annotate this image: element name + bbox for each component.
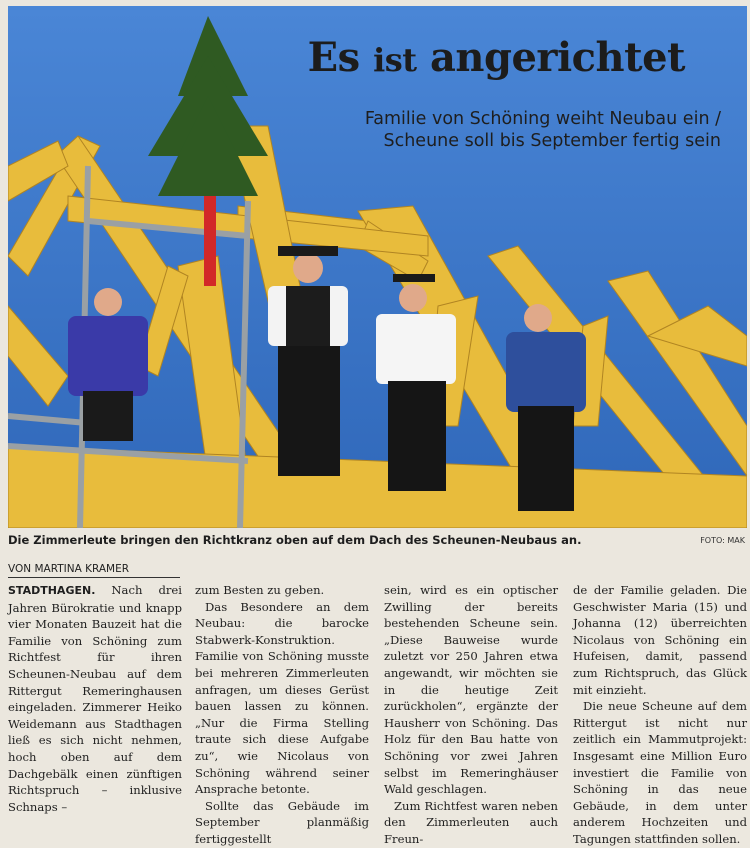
paragraph: sein, wird es ein optischer Zwilling der bereits bestehenden Scheune sein. „Diese Bauweise wurde zuletzt vor 250 Jahren etwa angewandt, wir möchten sie in die heutige Zeit zurückholen“, ergänzte der Hausherr von Schöning. Das Holz für den Bau hatte von Schöning vor zwei Jahren selbst im Remeringhäuser Wald geschlagen.	[384, 583, 558, 797]
photo-caption: Die Zimmerleute bringen den Richtkranz oben auf dem Dach des Scheunen-Neubaus an.	[8, 533, 582, 547]
paragraph: Nach drei Jahren Bürokratie und knapp vier Monaten Bauzeit hat die Familie von Schöning zum Richtfest für ihren Scheunen-Neubau auf dem Rittergut Remeringhausen eingeladen. Zimmerer Heiko Weidemann aus Stadthagen ließ es sich nicht nehmen, hoch oben auf dem Dachgebälk einen zünftigen Richtspruch – inklusive Schnaps –	[8, 583, 182, 814]
photo-illustration	[8, 6, 747, 528]
article-photo	[8, 6, 747, 528]
photo-caption-row	[8, 531, 747, 551]
paragraph: de der Familie geladen. Die Geschwister Maria (15) und Johanna (12) überreichten Nicolaus von Schöning ein Hufeisen, damit, passend zum Richtspruch, das Glück mit einzieht.	[573, 583, 747, 697]
article-column-3	[384, 582, 558, 848]
paragraph: Das Besondere an dem Neubau: die barocke Stabwerk-Konstruktion. Familie von Schöning musste bei mehreren Zimmerleuten anfragen, um dieses Gerüst bauen lassen zu können. „Nur die Firma Stelling traute sich diese Aufgabe zu“, wie Nicolaus von Schöning während seiner Ansprache betonte.	[195, 599, 369, 797]
article-column-2	[195, 582, 369, 848]
paragraph: zum Besten zu geben.	[195, 583, 325, 597]
paragraph: Die neue Scheune auf dem Rittergut ist nicht nur zeitlich ein Mammutprojekt: Insgesamt eine Million Euro investiert die Familie von Schöning in das neue Gebäude, in dem unter anderem Hochzeiten und Tagungen stattfinden sollen.	[573, 699, 747, 846]
subheadline: Familie von Schöning weiht Neubau ein / Scheune soll bis September fertig sein	[364, 109, 721, 151]
article-column-4	[573, 582, 747, 848]
photo-credit: FOTO: MAK	[700, 536, 745, 545]
paragraph: Zum Richtfest waren neben den Zimmerleuten auch Freun-	[384, 798, 558, 846]
dateline: STADTHAGEN.	[8, 584, 96, 597]
paragraph: Sollte das Gebäude im September planmäßig fertiggestellt	[195, 798, 369, 846]
article-column-1	[8, 582, 182, 815]
headline: Es ist angerichtet	[307, 34, 685, 81]
byline: VON MARTINA KRAMER	[8, 563, 180, 578]
